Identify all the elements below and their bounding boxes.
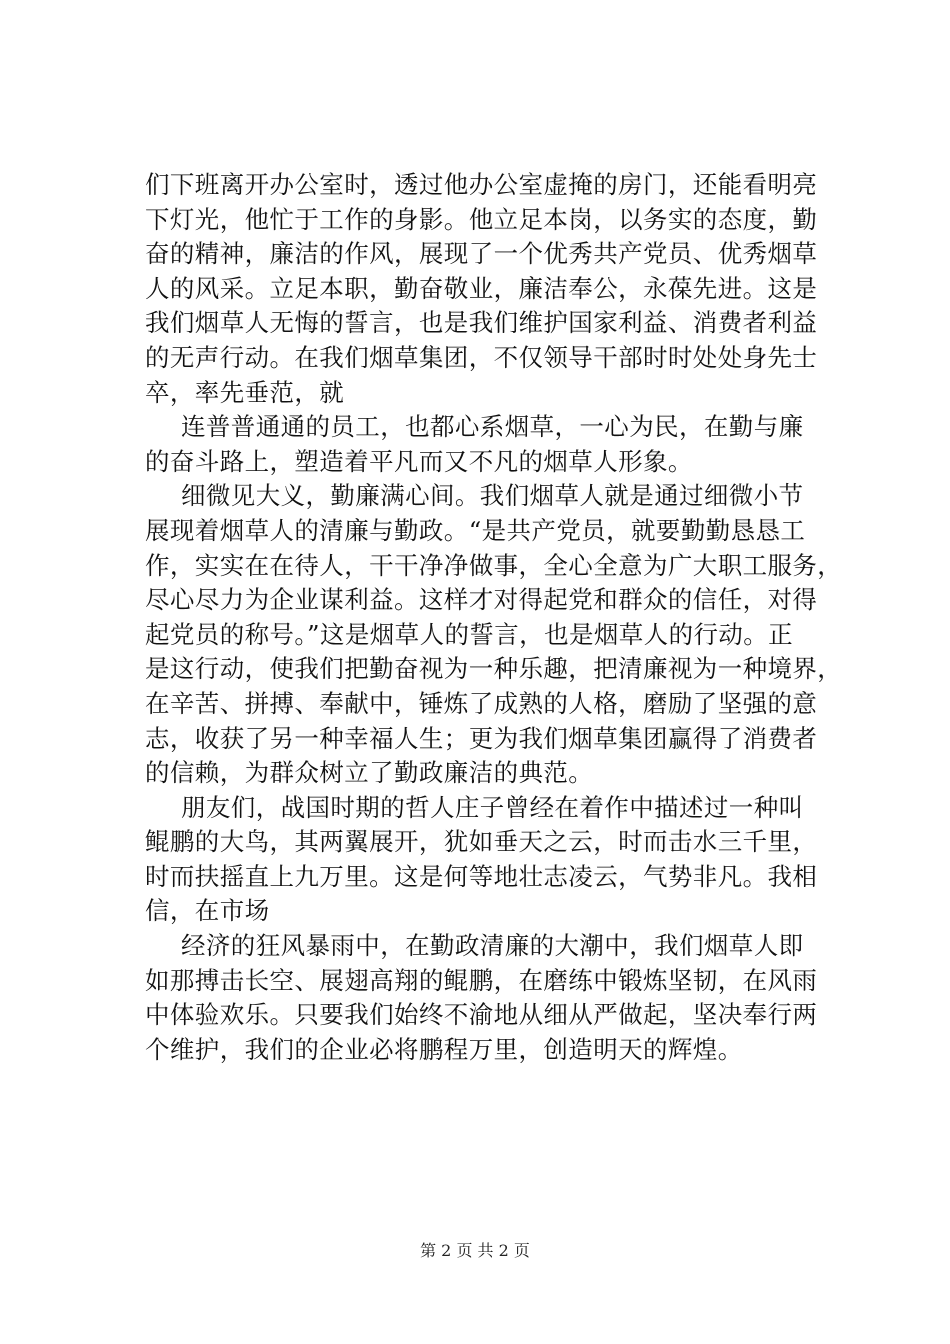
text-line: 尽心尽力为企业谋利益。这样才对得起党和群众的信任，对得: [145, 585, 818, 615]
text-line: 时而扶摇直上九万里。这是何等地壮志凌云，气势非凡。我相: [145, 861, 818, 891]
paragraph-first-line: 连普普通通的员工，也都心系烟草，一心为民，在勤与廉: [181, 412, 804, 442]
text-line: 的信赖，为群众树立了勤政廉洁的典范。: [145, 758, 594, 788]
text-line: 起党员的称号。”这是烟草人的誓言，也是烟草人的行动。正: [145, 619, 794, 649]
text-line: 信，在市场: [145, 896, 270, 926]
text-line: 卒，率先垂范，就: [145, 377, 345, 407]
page-number-footer: 第 2 页 共 2 页: [420, 1241, 530, 1260]
text-line: 的奋斗路上，塑造着平凡而又不凡的烟草人形象。: [145, 446, 693, 476]
text-line: 如那搏击长空、展翅高翔的鲲鹏，在磨练中锻炼坚韧，在风雨: [145, 965, 818, 995]
text-line: 个维护，我们的企业必将鹏程万里，创造明天的辉煌。: [145, 1034, 743, 1064]
text-line: 的无声行动。在我们烟草集团，不仅领导干部时时处处身先士: [145, 342, 818, 372]
text-line: 中体验欢乐。只要我们始终不渝地从细从严做起，坚决奉行两: [145, 1000, 818, 1030]
text-line: 作，实实在在待人，干干净净做事，全心全意为广大职工服务，: [145, 550, 843, 580]
paragraph-first-line: 朋友们，战国时期的哲人庄子曾经在着作中描述过一种叫: [181, 792, 804, 822]
text-line: 们下班离开办公室时，透过他办公室虚掩的房门，还能看明亮: [145, 170, 818, 199]
document-body: [145, 168, 843, 1067]
text-line: 我们烟草人无悔的誓言，也是我们维护国家利益、消费者利益: [145, 308, 818, 338]
text-line: 鲲鹏的大鸟，其两翼展开，犹如垂天之云，时而击水三千里，: [145, 827, 818, 857]
text-line: 是这行动，使我们把勤奋视为一种乐趣，把清廉视为一种境界，: [145, 654, 843, 684]
text-line: 人的风采。立足本职，勤奋敬业，廉洁奉公，永葆先进。这是: [145, 273, 818, 303]
text-line: 在辛苦、拼搏、奉献中，锤炼了成熟的人格，磨励了坚强的意: [145, 688, 818, 718]
text-line: 志，收获了另一种幸福人生；更为我们烟草集团赢得了消费者: [145, 723, 818, 753]
text-line: 展现着烟草人的清廉与勤政。“是共产党员，就要勤勤恳恳工: [145, 515, 806, 545]
paragraph-first-line: 经济的狂风暴雨中，在勤政清廉的大潮中，我们烟草人即: [181, 931, 804, 961]
text-line: 下灯光，他忙于工作的身影。他立足本岗，以务实的态度，勤: [145, 204, 818, 234]
paragraph-first-line: 细微见大义，勤廉满心间。我们烟草人就是通过细微小节: [181, 481, 804, 511]
text-line: 奋的精神，廉洁的作风，展现了一个优秀共产党员、优秀烟草: [145, 239, 818, 269]
